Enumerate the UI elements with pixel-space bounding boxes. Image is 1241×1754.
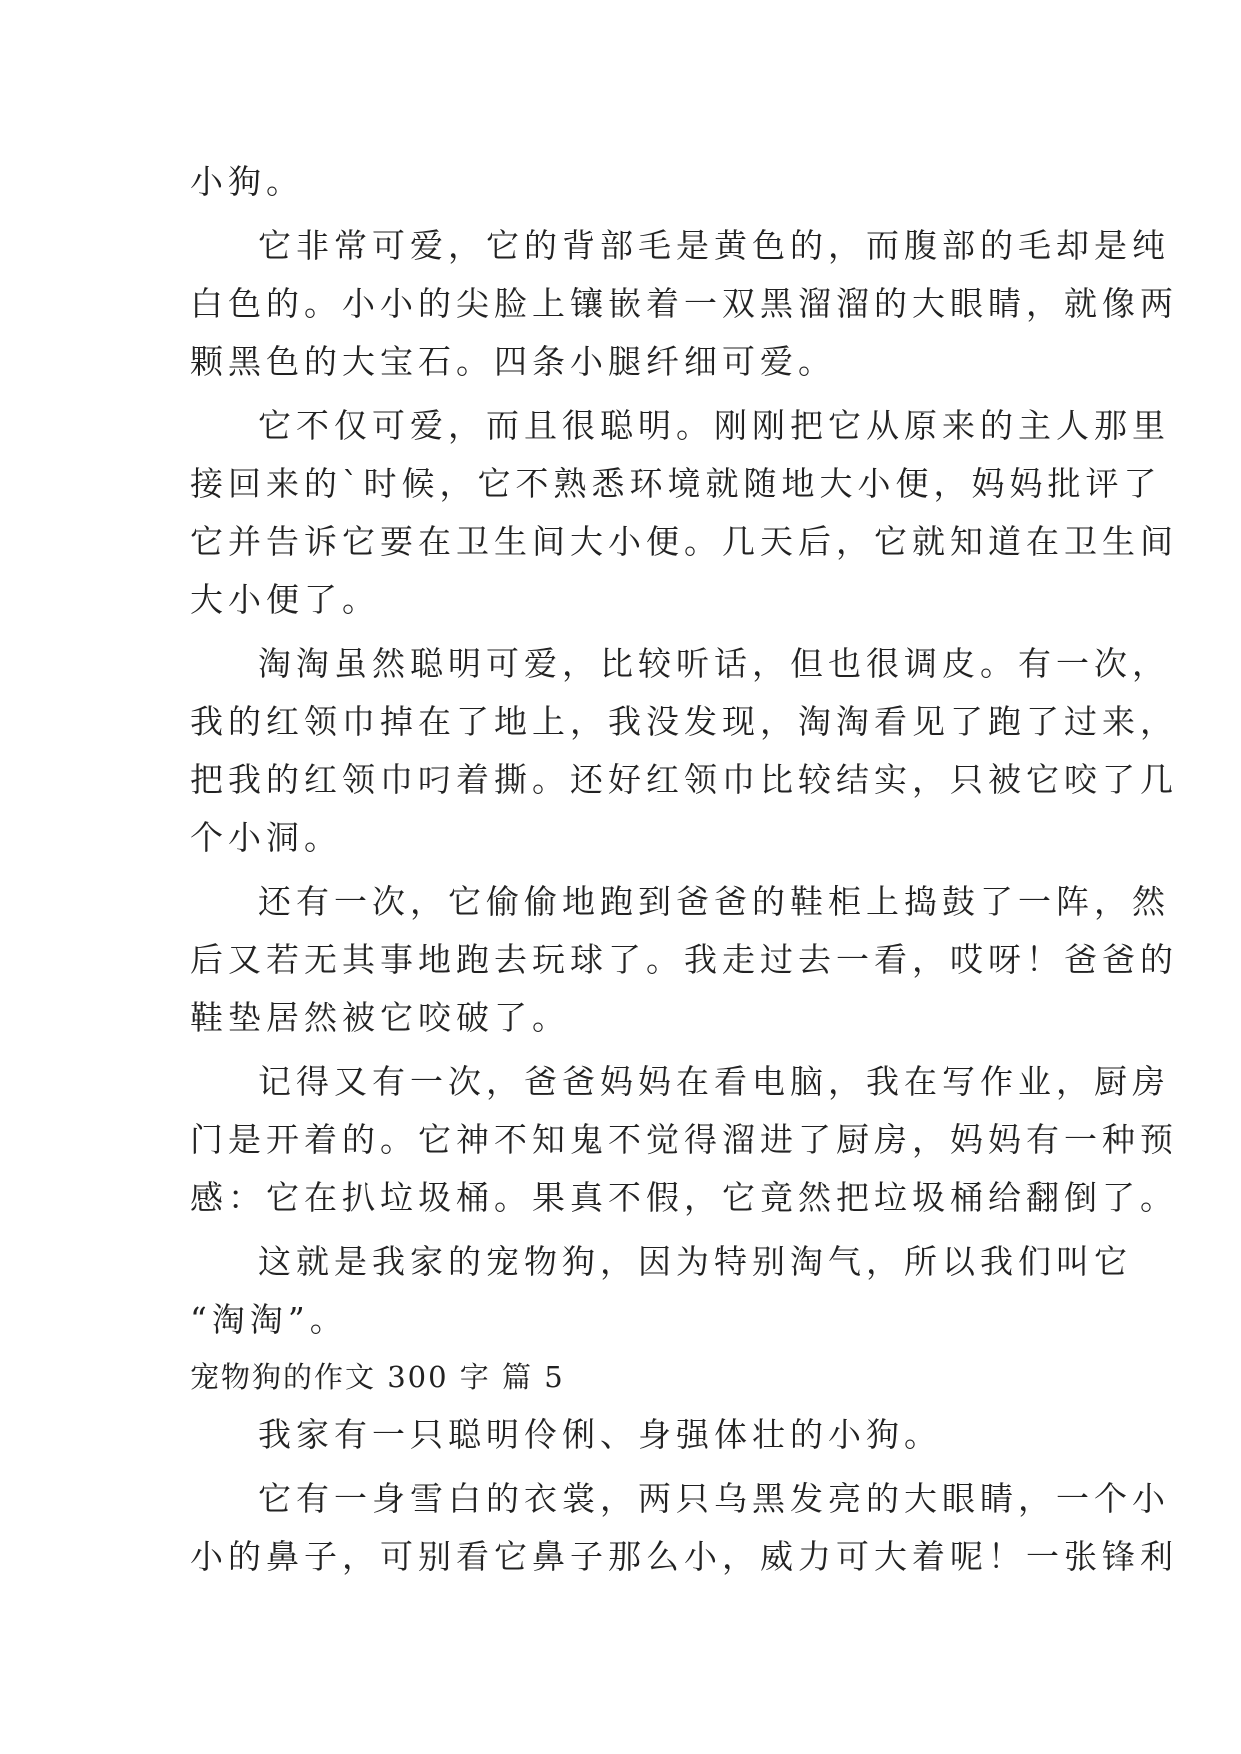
body-line: 白色的。小小的尖脸上镶嵌着一双黑溜溜的大眼睛，就像两 bbox=[190, 284, 1178, 323]
body-line: 个小洞。 bbox=[190, 818, 342, 857]
body-line: 鞋垫居然被它咬破了。 bbox=[190, 998, 570, 1037]
paragraph-start-line: 我家有一只聪明伶俐、身强体壮的小狗。 bbox=[258, 1415, 942, 1454]
body-line: 大小便了。 bbox=[190, 580, 380, 619]
body-line: 接回来的`时候，它不熟悉环境就随地大小便，妈妈批评了 bbox=[190, 464, 1162, 503]
body-line: “淘淘”。 bbox=[190, 1300, 348, 1339]
body-line: 后又若无其事地跑去玩球了。我走过去一看，哎呀！爸爸的 bbox=[190, 940, 1178, 979]
paragraph-start-line: 它不仅可爱，而且很聪明。刚刚把它从原来的主人那里 bbox=[258, 406, 1170, 445]
body-line: 小狗。 bbox=[190, 162, 304, 201]
paragraph-start-line: 它有一身雪白的衣裳，两只乌黑发亮的大眼睛，一个小 bbox=[258, 1479, 1170, 1518]
body-line: 颗黑色的大宝石。四条小腿纤细可爱。 bbox=[190, 342, 836, 381]
paragraph-start-line: 记得又有一次，爸爸妈妈在看电脑，我在写作业，厨房 bbox=[258, 1062, 1170, 1101]
paragraph-start-line: 淘淘虽然聪明可爱，比较听话，但也很调皮。有一次， bbox=[258, 644, 1170, 683]
section-heading: 宠物狗的作文 300 字 篇 5 bbox=[190, 1360, 565, 1394]
body-line: 小的鼻子，可别看它鼻子那么小，威力可大着呢！一张锋利 bbox=[190, 1537, 1178, 1576]
body-line: 把我的红领巾叼着撕。还好红领巾比较结实，只被它咬了几 bbox=[190, 760, 1178, 799]
body-line: 它并告诉它要在卫生间大小便。几天后，它就知道在卫生间 bbox=[190, 522, 1178, 561]
body-line: 感：它在扒垃圾桶。果真不假，它竟然把垃圾桶给翻倒了。 bbox=[190, 1178, 1178, 1217]
body-line: 门是开着的。它神不知鬼不觉得溜进了厨房，妈妈有一种预 bbox=[190, 1120, 1178, 1159]
paragraph-start-line: 这就是我家的宠物狗，因为特别淘气，所以我们叫它 bbox=[258, 1242, 1132, 1281]
paragraph-start-line: 还有一次，它偷偷地跑到爸爸的鞋柜上捣鼓了一阵，然 bbox=[258, 882, 1170, 921]
body-line: 我的红领巾掉在了地上，我没发现，淘淘看见了跑了过来， bbox=[190, 702, 1178, 741]
paragraph-start-line: 它非常可爱，它的背部毛是黄色的，而腹部的毛却是纯 bbox=[258, 226, 1170, 265]
